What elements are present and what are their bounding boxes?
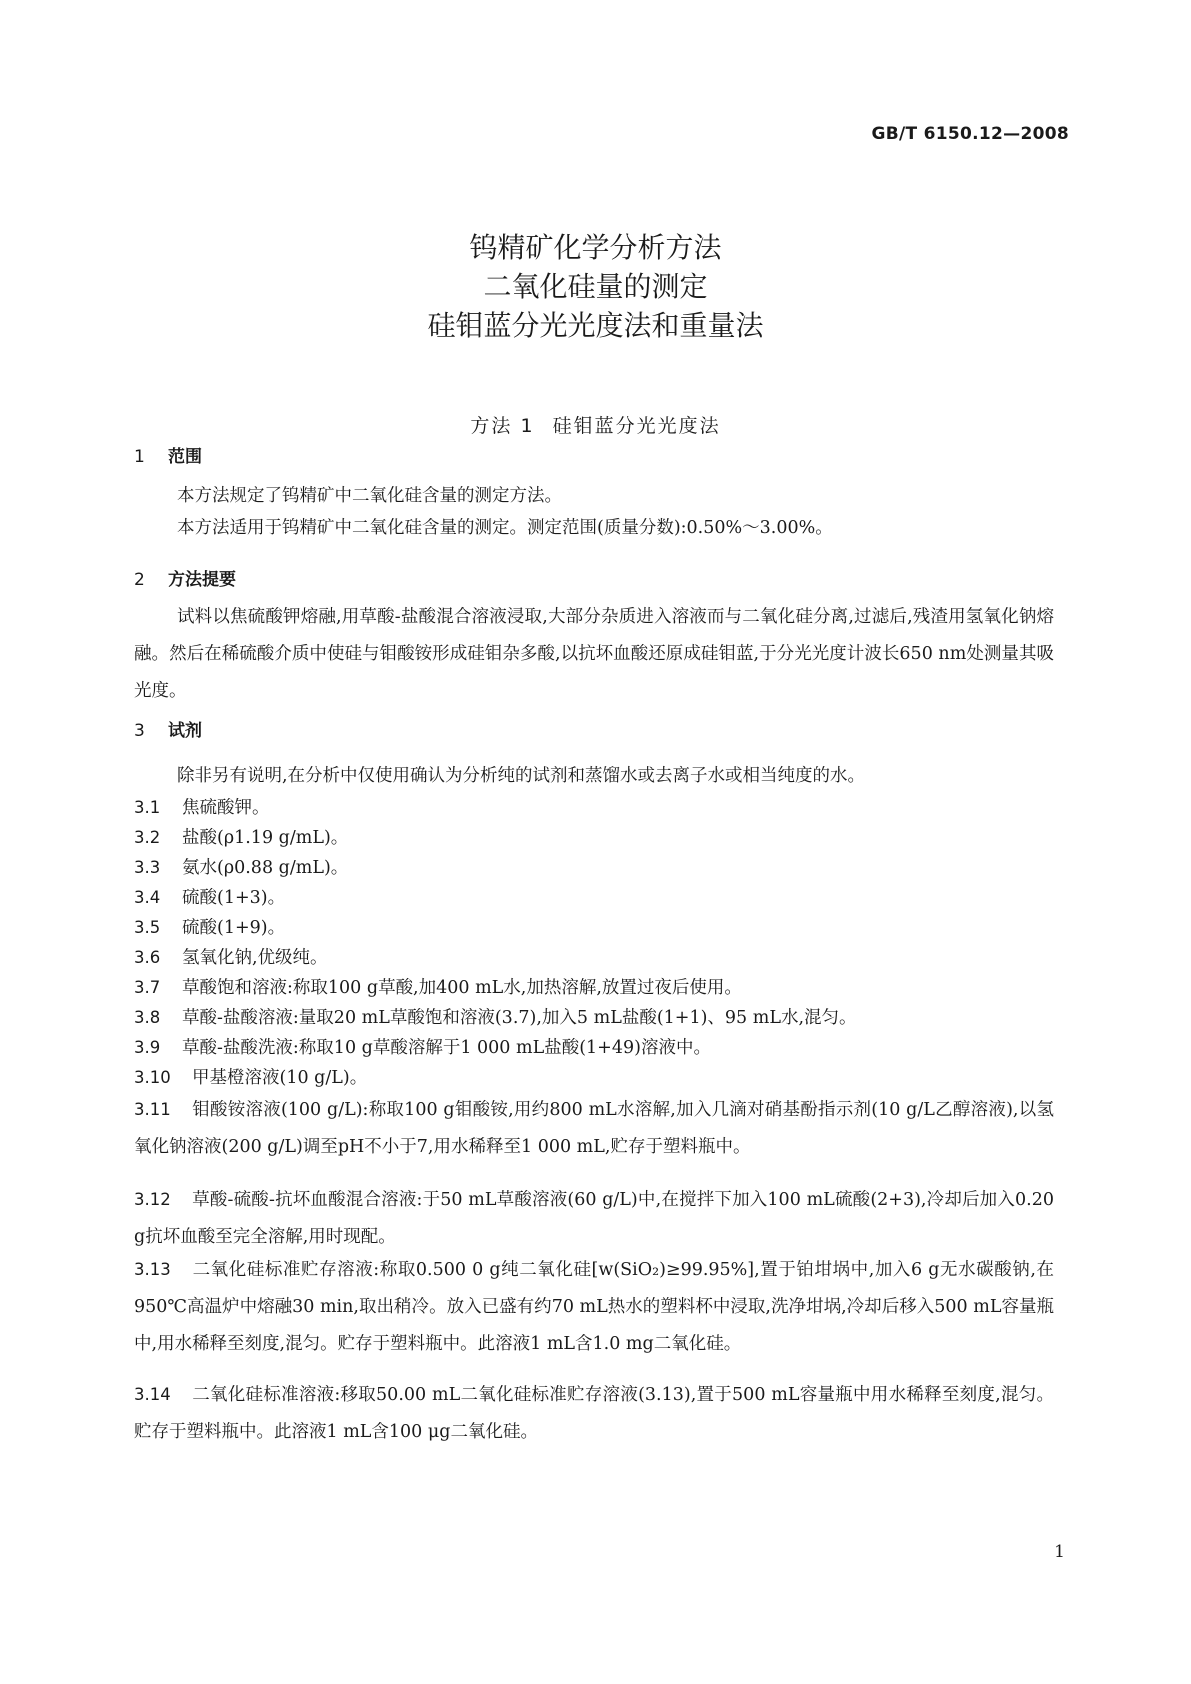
reagent-item: 3.4 硫酸(1+3)。 [134,888,286,908]
document-title [0,228,1191,345]
reagent-item: 3.7 草酸饱和溶液:称取100 g草酸,加400 mL水,加热溶解,放置过夜后使用。 [134,978,742,998]
principle-paragraph: 试料以焦硫酸钾熔融,用草酸-盐酸混合溶液浸取,大部分杂质进入溶液而与二氧化硅分离,过滤后,残渣用氢氧化钠熔融。然后在稀硫酸介质中使硅与钼酸铵形成硅钼杂多酸,以抗坏血酸还原成硅钼蓝,于分光光度计波长650 nm处测量其吸光度。 [134,607,1054,701]
reagent-item: 3.10 甲基橙溶液(10 g/L)。 [134,1068,368,1088]
reagent-item: 3.8 草酸-盐酸溶液:量取20 mL草酸饱和溶液(3.7),加入5 mL盐酸(1+1)、95 mL水,混匀。 [134,1008,857,1028]
section-number: 2 [134,570,145,590]
reagent-item: 3.5 硫酸(1+9)。 [134,918,286,938]
title-line-1: 钨精矿化学分析方法 [469,231,722,264]
reagent-item: 3.1 焦硫酸钾。 [134,798,270,818]
standard-code: GB/T 6150.12—2008 [871,124,1069,144]
scope-paragraph-2: 本方法适用于钨精矿中二氧化硅含量的测定。测定范围(质量分数):0.50%～3.00%。 [177,518,833,538]
reagents-intro: 除非另有说明,在分析中仅使用确认为分析纯的试剂和蒸馏水或去离子水或相当纯度的水。 [177,766,866,786]
section-title: 试剂 [168,721,202,741]
method-label: 方法 1 [470,415,535,437]
page-number: 1 [1054,1542,1065,1562]
section-title: 方法提要 [168,570,236,590]
section-heading-2 [134,565,236,590]
title-line-2: 二氧化硅量的测定 [483,270,708,303]
reagent-item: 3.2 盐酸(ρ1.19 g/mL)。 [134,828,349,848]
reagent-item: 3.6 氢氧化钠,优级纯。 [134,948,328,968]
section-number: 1 [134,447,145,467]
method-name: 硅钼蓝分光光度法 [552,415,721,437]
section-heading-1 [134,442,202,467]
reagent-item: 3.12 草酸-硫酸-抗坏血酸混合溶液:于50 mL草酸溶液(60 g/L)中,在搅拌下加入100 mL硫酸(2+3),冷却后加入0.20 g抗坏血酸至完全溶解,用时现配。 [134,1190,1054,1247]
section-number: 3 [134,721,145,741]
method-heading [0,411,1191,438]
title-line-3: 硅钼蓝分光光度法和重量法 [427,309,764,342]
section-heading-3 [134,716,202,741]
reagent-item: 3.3 氨水(ρ0.88 g/mL)。 [134,858,349,878]
section-title: 范围 [168,447,202,467]
reagent-item: 3.11 钼酸铵溶液(100 g/L):称取100 g钼酸铵,用约800 mL水溶解,加入几滴对硝基酚指示剂(10 g/L乙醇溶液),以氢氧化钠溶液(200 g/L)调至pH不小于7,用水稀释至1 000 mL,贮存于塑料瓶中。 [134,1100,1054,1157]
reagent-item: 3.14 二氧化硅标准溶液:移取50.00 mL二氧化硅标准贮存溶液(3.13),置于500 mL容量瓶中用水稀释至刻度,混匀。贮存于塑料瓶中。此溶液1 mL含100 μg二氧化硅。 [134,1385,1054,1442]
reagent-item: 3.9 草酸-盐酸洗液:称取10 g草酸溶解于1 000 mL盐酸(1+49)溶液中。 [134,1038,711,1058]
reagent-item: 3.13 二氧化硅标准贮存溶液:称取0.500 0 g纯二氧化硅[w(SiO₂)≥99.95%],置于铂坩埚中,加入6 g无水碳酸钠,在950℃高温炉中熔融30 min,取出稍冷。放入已盛有约70 mL热水的塑料杯中浸取,洗净坩埚,冷却后移入500 mL容量瓶中,用水稀释至刻度,混匀。贮存于塑料瓶中。此溶液1 mL含1.0 mg二氧化硅。 [134,1260,1054,1354]
scope-paragraph-1: 本方法规定了钨精矿中二氧化硅含量的测定方法。 [177,486,562,506]
